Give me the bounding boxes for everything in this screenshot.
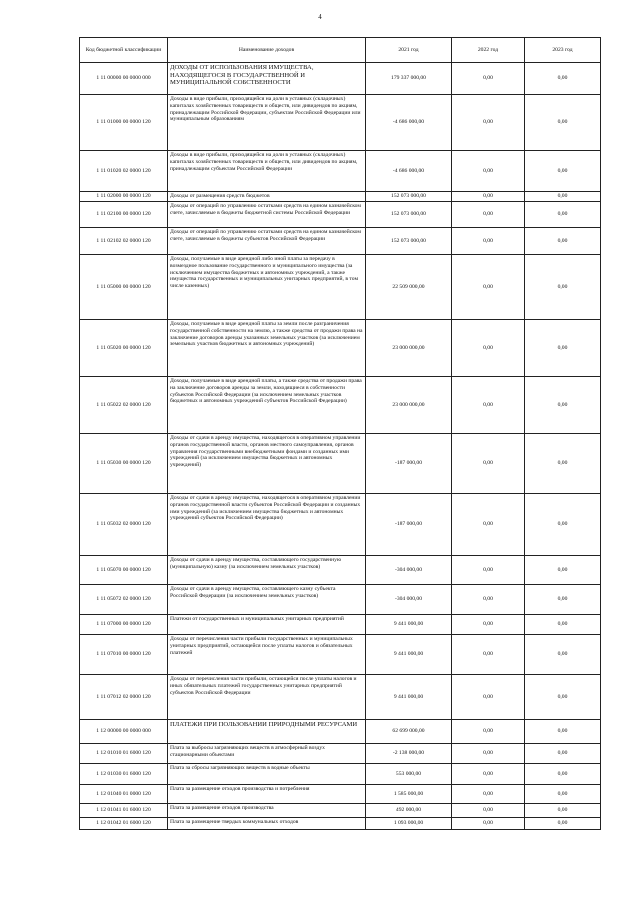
header-year-2022: 2022 год <box>452 38 525 63</box>
amount-2023-cell: 0,00 <box>525 202 601 228</box>
budget-code-cell: 1 12 00000 00 0000 000 <box>80 720 168 744</box>
revenue-name-cell: Доходы от перечисления части прибыли, остающейся после уплаты налогов и иных обязательных платежей государственных унитарных предприятий субъектов Российской Федерации <box>168 675 366 720</box>
amount-2023-cell: 0,00 <box>525 63 601 95</box>
budget-code-cell: 1 11 05020 00 0000 120 <box>80 320 168 377</box>
table-row <box>80 192 601 202</box>
budget-code-cell: 1 11 01020 02 0000 120 <box>80 151 168 192</box>
amount-2022-cell: 0,00 <box>452 320 525 377</box>
amount-2022-cell: 0,00 <box>452 95 525 151</box>
table-row <box>80 95 601 151</box>
revenue-name-cell: Плата за размещение отходов производства <box>168 804 366 818</box>
amount-2021-cell: 23 000 000,00 <box>366 377 452 434</box>
amount-2021-cell: 553 000,00 <box>366 764 452 785</box>
revenue-name-cell: Доходы, получаемые в виде арендной платы за земли после разграничения государственной собственности на землю, а также средства от продажи права на заключение договоров аренды указанных земельных участков (за исключением земельных участков бюджетных и автономных учреждений) <box>168 320 366 377</box>
amount-2023-cell: 0,00 <box>525 615 601 635</box>
amount-2022-cell: 0,00 <box>452 785 525 804</box>
revenue-table <box>79 37 601 830</box>
revenue-name-cell: Платежи от государственных и муниципальных унитарных предприятий <box>168 615 366 635</box>
budget-code-cell: 1 11 07010 00 0000 120 <box>80 635 168 675</box>
budget-code-cell: 1 11 05072 02 0000 120 <box>80 585 168 615</box>
amount-2022-cell: 0,00 <box>452 556 525 585</box>
amount-2023-cell: 0,00 <box>525 494 601 556</box>
revenue-name-cell: Плата за размещение твердых коммунальных отходов <box>168 818 366 830</box>
table-row <box>80 720 601 744</box>
amount-2022-cell: 0,00 <box>452 764 525 785</box>
amount-2022-cell: 0,00 <box>452 615 525 635</box>
budget-code-cell: 1 11 02100 00 0000 120 <box>80 202 168 228</box>
amount-2021-cell: 1 585 000,00 <box>366 785 452 804</box>
amount-2022-cell: 0,00 <box>452 63 525 95</box>
table-row <box>80 377 601 434</box>
table-row <box>80 744 601 764</box>
amount-2022-cell: 0,00 <box>452 434 525 494</box>
table-row <box>80 556 601 585</box>
amount-2022-cell: 0,00 <box>452 744 525 764</box>
table-row <box>80 615 601 635</box>
revenue-name-cell: Плата за сбросы загрязняющих веществ в водные объекты <box>168 764 366 785</box>
table-row <box>80 785 601 804</box>
amount-2021-cell: 9 441 000,00 <box>366 675 452 720</box>
table-row <box>80 202 601 228</box>
amount-2021-cell: -4 686 000,00 <box>366 95 452 151</box>
amount-2021-cell: 152 073 000,00 <box>366 228 452 255</box>
amount-2021-cell: -187 000,00 <box>366 434 452 494</box>
amount-2021-cell: 492 000,00 <box>366 804 452 818</box>
revenue-name-cell: ПЛАТЕЖИ ПРИ ПОЛЬЗОВАНИИ ПРИРОДНЫМИ РЕСУРСАМИ <box>168 720 366 744</box>
budget-code-cell: 1 11 00000 00 0000 000 <box>80 63 168 95</box>
revenue-name-cell: Доходы от операций по управлению остатками средств на едином казначейском счете, зачисляемые в бюджеты бюджетной системы Российской Федерации <box>168 202 366 228</box>
table-row <box>80 585 601 615</box>
table-row <box>80 675 601 720</box>
amount-2021-cell: -304 000,00 <box>366 585 452 615</box>
budget-code-cell: 1 12 01010 01 6000 120 <box>80 744 168 764</box>
page-number: 4 <box>318 13 322 21</box>
revenue-name-cell: Доходы от сдачи в аренду имущества, составляющего казну субъекта Российской Федерации (за исключением земельных участков) <box>168 585 366 615</box>
budget-code-cell: 1 11 02102 02 0000 120 <box>80 228 168 255</box>
revenue-name-cell: Плата за размещение отходов производства и потребления <box>168 785 366 804</box>
amount-2022-cell: 0,00 <box>452 818 525 830</box>
table-row <box>80 635 601 675</box>
amount-2023-cell: 0,00 <box>525 635 601 675</box>
budget-code-cell: 1 11 05070 00 0000 120 <box>80 556 168 585</box>
amount-2021-cell: -2 138 000,00 <box>366 744 452 764</box>
amount-2021-cell: 152 073 000,00 <box>366 202 452 228</box>
table-row <box>80 320 601 377</box>
amount-2023-cell: 0,00 <box>525 95 601 151</box>
amount-2021-cell: 23 000 000,00 <box>366 320 452 377</box>
table-body <box>80 63 601 830</box>
amount-2022-cell: 0,00 <box>452 192 525 202</box>
table-row <box>80 63 601 95</box>
amount-2023-cell: 0,00 <box>525 585 601 615</box>
budget-code-cell: 1 12 01040 01 0000 120 <box>80 785 168 804</box>
amount-2023-cell: 0,00 <box>525 151 601 192</box>
table-row <box>80 804 601 818</box>
amount-2023-cell: 0,00 <box>525 377 601 434</box>
budget-code-cell: 1 11 05030 00 0000 120 <box>80 434 168 494</box>
revenue-name-cell: Доходы от перечисления части прибыли государственных и муниципальных унитарных предприятий, остающейся после уплаты налогов и обязательных платежей <box>168 635 366 675</box>
table-row <box>80 255 601 320</box>
budget-code-cell: 1 11 07000 00 0000 120 <box>80 615 168 635</box>
table-row <box>80 818 601 830</box>
amount-2023-cell: 0,00 <box>525 192 601 202</box>
header-code: Код бюджетной классификации <box>80 38 168 63</box>
header-year-2023: 2023 год <box>525 38 601 63</box>
amount-2021-cell: -4 686 000,00 <box>366 151 452 192</box>
table-row <box>80 764 601 785</box>
amount-2022-cell: 0,00 <box>452 635 525 675</box>
revenue-name-cell: Доходы от сдачи в аренду имущества, составляющего государственную (муниципальную) казну (за исключением земельных участков) <box>168 556 366 585</box>
amount-2021-cell: 62 699 000,00 <box>366 720 452 744</box>
table-row <box>80 228 601 255</box>
amount-2022-cell: 0,00 <box>452 151 525 192</box>
budget-code-cell: 1 11 05022 02 0000 120 <box>80 377 168 434</box>
revenue-name-cell: Доходы от сдачи в аренду имущества, находящегося в оперативном управлении органов государственной власти, органов местного самоуправления, органов управления государственными внебюджетными фондами и созданных ими учреждений (за исключением имущества бюджетных и автономных учреждений) <box>168 434 366 494</box>
amount-2022-cell: 0,00 <box>452 228 525 255</box>
amount-2021-cell: 152 073 000,00 <box>366 192 452 202</box>
amount-2023-cell: 0,00 <box>525 818 601 830</box>
budget-code-cell: 1 11 05032 02 0000 120 <box>80 494 168 556</box>
amount-2021-cell: 1 093 000,00 <box>366 818 452 830</box>
amount-2023-cell: 0,00 <box>525 785 601 804</box>
header-name: Наименование доходов <box>168 38 366 63</box>
budget-code-cell: 1 11 07012 02 0000 120 <box>80 675 168 720</box>
budget-code-cell: 1 12 01042 01 6000 120 <box>80 818 168 830</box>
amount-2022-cell: 0,00 <box>452 804 525 818</box>
amount-2021-cell: -304 000,00 <box>366 556 452 585</box>
table-row <box>80 151 601 192</box>
revenue-name-cell: Доходы в виде прибыли, приходящейся на доли в уставных (складочных) капиталах хозяйственных товариществ и обществ, или дивидендов по акциям, принадлежащим Российской Федерации, субъектам Российской Федерации или муниципальным образованиям <box>168 95 366 151</box>
revenue-name-cell: ДОХОДЫ ОТ ИСПОЛЬЗОВАНИЯ ИМУЩЕСТВА, НАХОДЯЩЕГОСЯ В ГОСУДАРСТВЕННОЙ И МУНИЦИПАЛЬНОЙ СОБСТВЕННОСТИ <box>168 63 366 95</box>
table-row <box>80 494 601 556</box>
revenue-name-cell: Доходы от размещения средств бюджетов <box>168 192 366 202</box>
amount-2023-cell: 0,00 <box>525 675 601 720</box>
budget-code-cell: 1 11 01000 00 0000 120 <box>80 95 168 151</box>
amount-2023-cell: 0,00 <box>525 744 601 764</box>
amount-2022-cell: 0,00 <box>452 675 525 720</box>
amount-2022-cell: 0,00 <box>452 202 525 228</box>
amount-2023-cell: 0,00 <box>525 228 601 255</box>
amount-2023-cell: 0,00 <box>525 255 601 320</box>
amount-2021-cell: -187 000,00 <box>366 494 452 556</box>
revenue-name-cell: Доходы в виде прибыли, приходящейся на доли в уставных (складочных) капиталах хозяйственных товариществ и обществ, или дивидендов по акциям, принадлежащим субъектам Российской Федерации <box>168 151 366 192</box>
amount-2022-cell: 0,00 <box>452 720 525 744</box>
amount-2021-cell: 22 509 000,00 <box>366 255 452 320</box>
revenue-name-cell: Плата за выбросы загрязняющих веществ в атмосферный воздух стационарными объектами <box>168 744 366 764</box>
amount-2023-cell: 0,00 <box>525 434 601 494</box>
revenue-name-cell: Доходы от сдачи в аренду имущества, находящегося в оперативном управлении органов государственной власти субъектов Российской Федерации и созданных ими учреждений (за исключением имущества бюджетных и автономных учреждений субъектов Российской Федерации) <box>168 494 366 556</box>
revenue-name-cell: Доходы, получаемые в виде арендной либо иной платы за передачу в возмездное пользование государственного и муниципального имущества (за исключением имущества бюджетных и автономных учреждений, а также имущества государственных и муниципальных унитарных предприятий, в том числе казенных) <box>168 255 366 320</box>
amount-2022-cell: 0,00 <box>452 585 525 615</box>
budget-code-cell: 1 12 01030 01 6000 120 <box>80 764 168 785</box>
amount-2023-cell: 0,00 <box>525 720 601 744</box>
amount-2022-cell: 0,00 <box>452 377 525 434</box>
budget-code-cell: 1 11 02000 00 0000 120 <box>80 192 168 202</box>
revenue-name-cell: Доходы, получаемые в виде арендной платы, а также средства от продажи права на заключение договоров аренды за земли, находящиеся в собственности субъектов Российской Федерации (за исключением земельных участков бюджетных и автономных учреждений субъектов Российской Федерации) <box>168 377 366 434</box>
amount-2022-cell: 0,00 <box>452 494 525 556</box>
budget-code-cell: 1 11 05000 00 0000 120 <box>80 255 168 320</box>
amount-2023-cell: 0,00 <box>525 804 601 818</box>
amount-2021-cell: 9 441 000,00 <box>366 615 452 635</box>
amount-2021-cell: 179 337 000,00 <box>366 63 452 95</box>
amount-2023-cell: 0,00 <box>525 556 601 585</box>
budget-code-cell: 1 12 01041 01 6000 120 <box>80 804 168 818</box>
table-row <box>80 434 601 494</box>
amount-2021-cell: 9 441 000,00 <box>366 635 452 675</box>
amount-2022-cell: 0,00 <box>452 255 525 320</box>
amount-2023-cell: 0,00 <box>525 320 601 377</box>
table-header-row <box>80 38 601 63</box>
header-year-2021: 2021 год <box>366 38 452 63</box>
amount-2023-cell: 0,00 <box>525 764 601 785</box>
revenue-name-cell: Доходы от операций по управлению остатками средств на едином казначейском счете, зачисляемые в бюджеты субъектов Российской Федерации <box>168 228 366 255</box>
